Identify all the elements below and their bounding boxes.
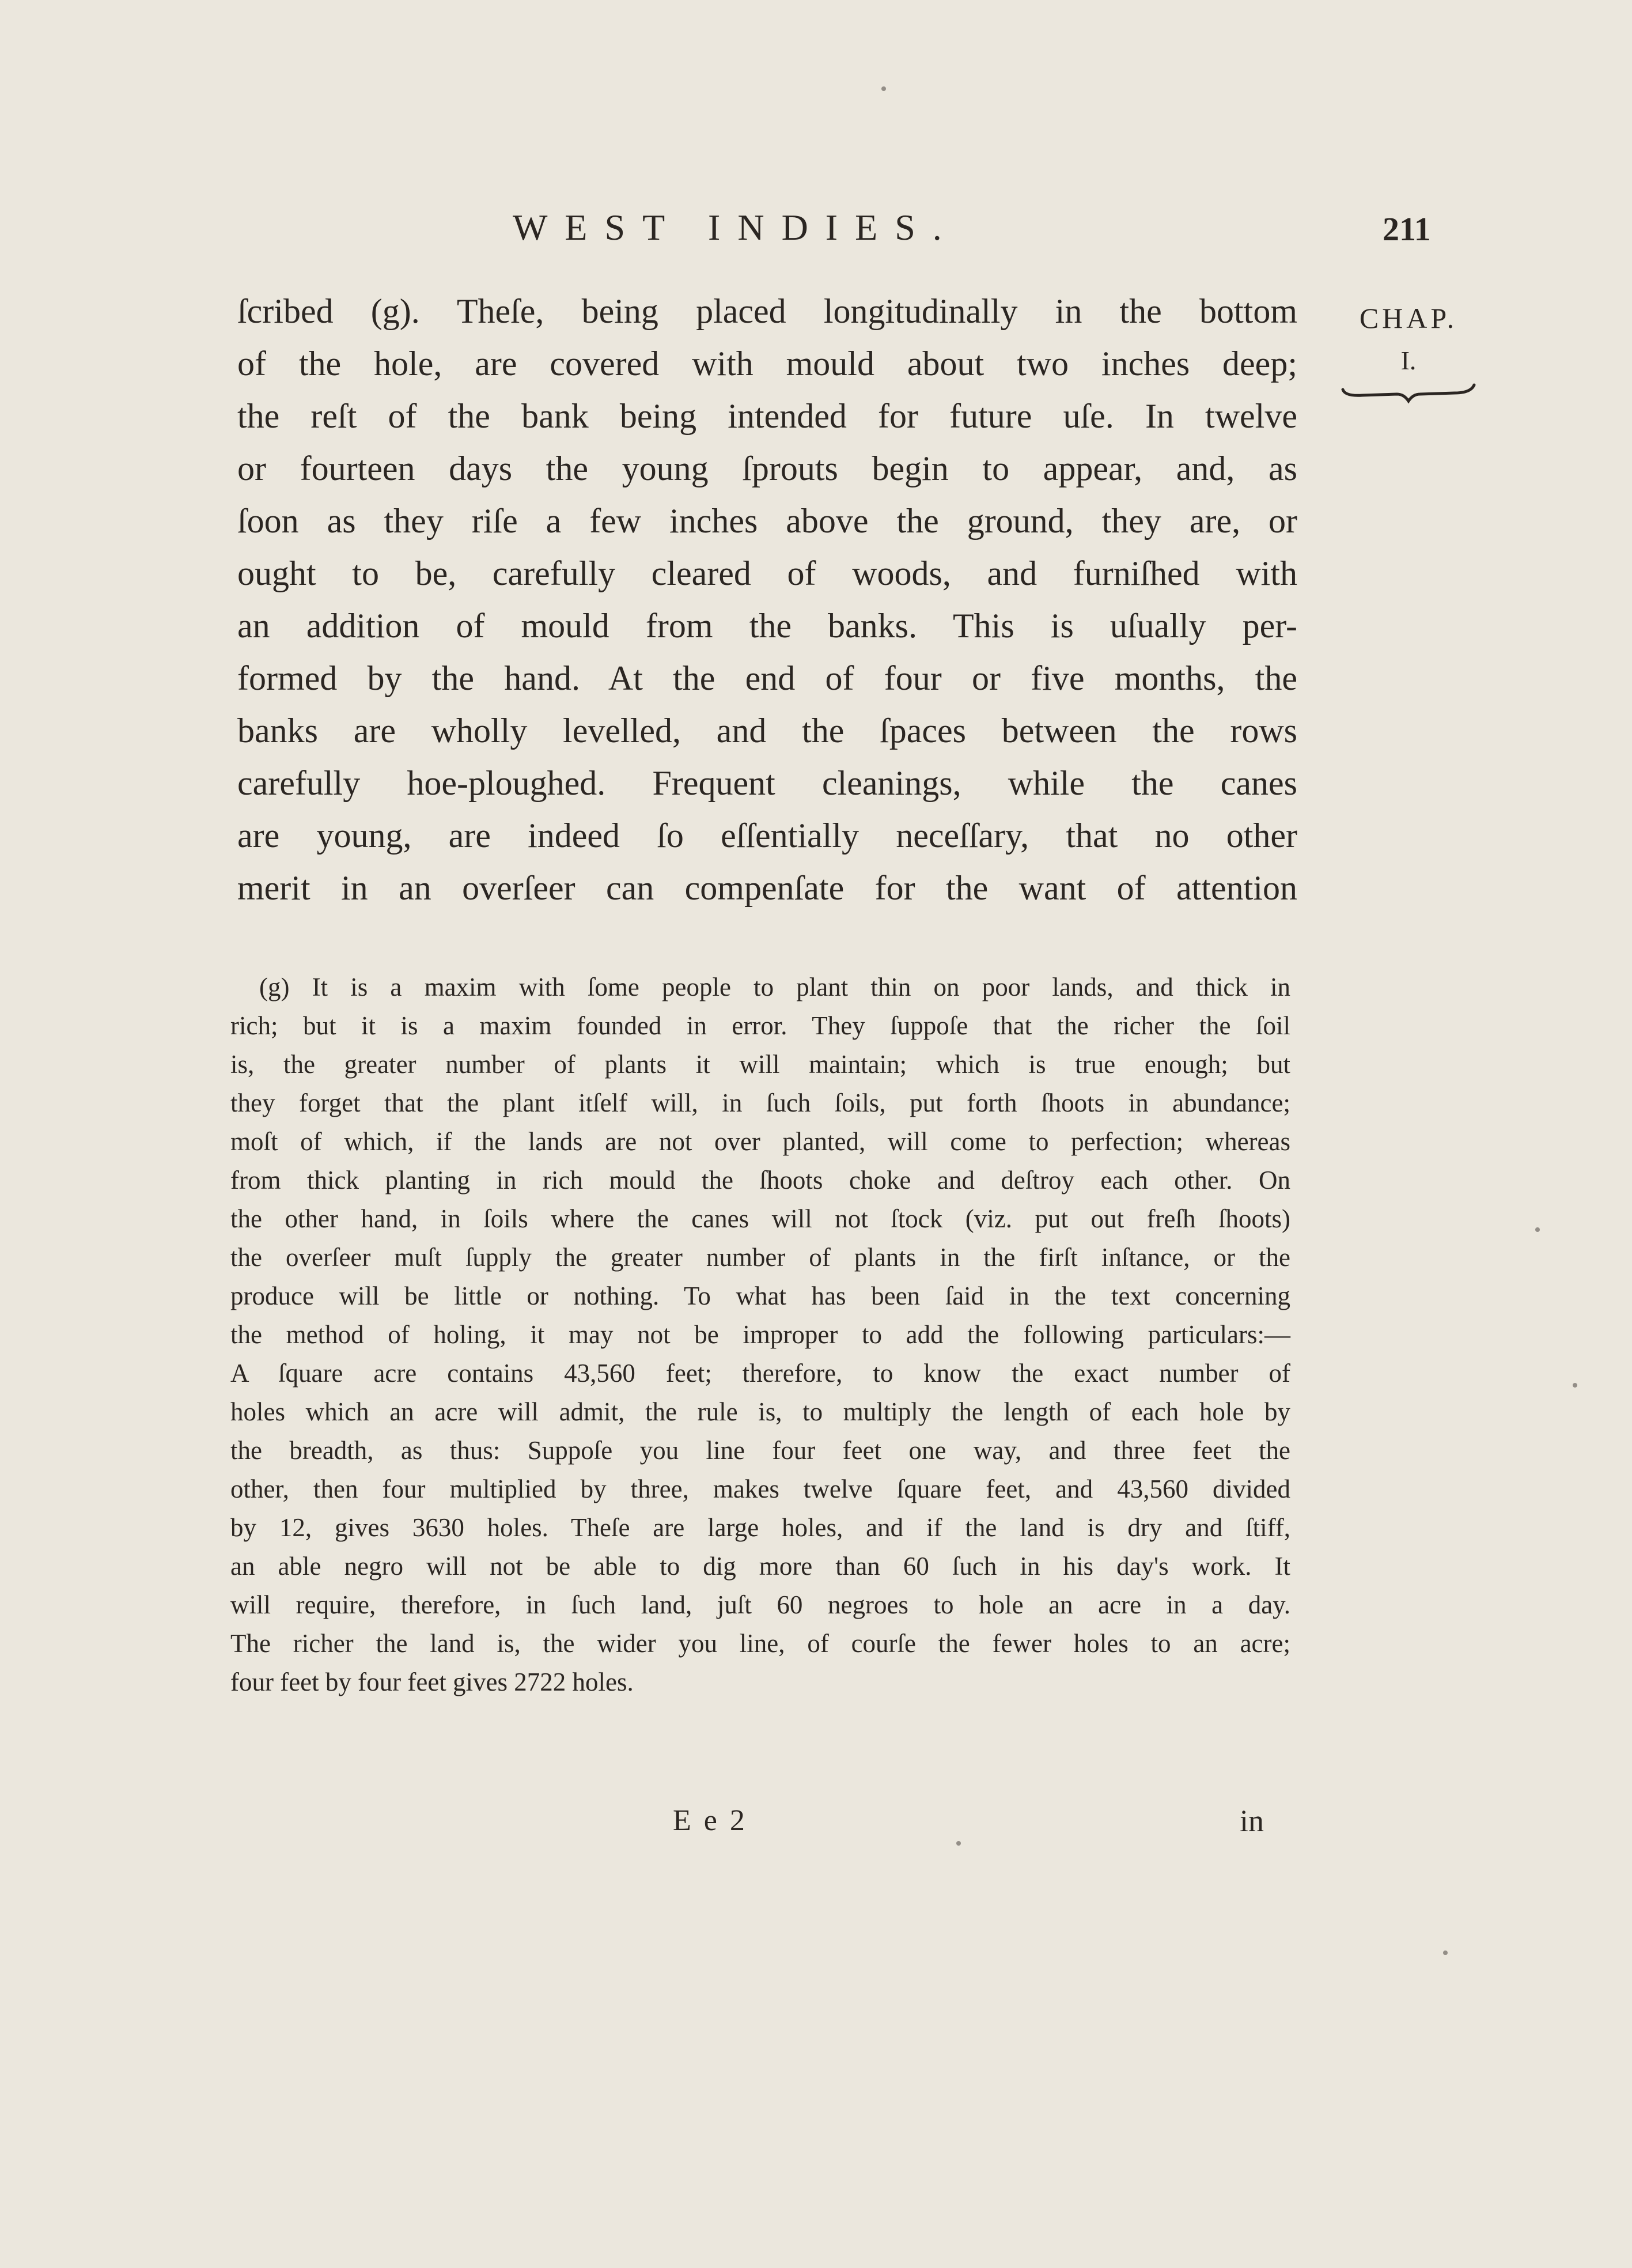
footnote-line: produce will be little or nothing. To what has been ſaid in the text concerning: [230, 1282, 1290, 1310]
main-text-block: [237, 285, 1297, 914]
footnote-line: the other hand, in ſoils where the canes will not ſtock (viz. put out freſh ſhoots): [230, 1204, 1290, 1233]
main-text-line: are young, are indeed ſo eſſentially neceſſary, that no other: [237, 817, 1297, 855]
running-title: WEST INDIES.: [513, 207, 959, 248]
margin-chapter-note: [1331, 294, 1486, 410]
footnote-line: other, then four multiplied by three, makes twelve ſquare feet, and 43,560 divided: [230, 1475, 1290, 1503]
footnote-line: moſt of which, if the lands are not over planted, will come to perfection; whereas: [230, 1127, 1290, 1156]
footnote-line: (g) It is a maxim with ſome people to plant thin on poor lands, and thick in: [259, 973, 1290, 1001]
main-text-line: ſcribed (g). Theſe, being placed longitudinally in the bottom: [237, 292, 1297, 330]
catchword: in: [1240, 1804, 1264, 1838]
main-text-line: carefully hoe-ploughed. Frequent cleanings, while the canes: [237, 764, 1297, 802]
main-text-line: of the hole, are covered with mould about two inches deep;: [237, 345, 1297, 383]
main-text-line: or fourteen days the young ſprouts begin to appear, and, as: [237, 449, 1297, 487]
paper-speck: [956, 1841, 961, 1846]
margin-chapter-label: CHAP.: [1359, 302, 1458, 334]
main-text-line: banks are wholly levelled, and the ſpaces between the rows: [237, 712, 1297, 750]
footnote-line: will require, therefore, in ſuch land, juſt 60 negroes to hole an acre in a day.: [230, 1590, 1290, 1619]
running-head: [0, 202, 1632, 254]
paper-speck: [1535, 1227, 1540, 1232]
main-text-line: ought to be, carefully cleared of woods, and furniſhed with: [237, 554, 1297, 592]
footnote-line: an able negro will not be able to dig more than 60 ſuch in his day's work. It: [230, 1552, 1290, 1581]
footnote-line: they forget that the plant itſelf will, in ſuch ſoils, put forth ſhoots in abundance;: [230, 1088, 1290, 1117]
main-text-line: formed by the hand. At the end of four or five months, the: [237, 659, 1297, 697]
footnote-line: the method of holing, it may not be improper to add the following particulars:—: [230, 1320, 1290, 1349]
main-text-line: the reſt of the bank being intended for future uſe. In twelve: [237, 397, 1297, 435]
signature-mark: Ee2: [673, 1804, 758, 1837]
footnote-line: the breadth, as thus: Suppoſe you line four feet one way, and three feet the: [230, 1436, 1290, 1465]
footnote-line: four feet by four feet gives 2722 holes.: [230, 1668, 634, 1696]
footnote-line: by 12, gives 3630 holes. Theſe are large holes, and if the land is dry and ſtiff,: [230, 1513, 1290, 1542]
footnote-line: holes which an acre will admit, the rule is, to multiply the length of each hole by: [230, 1397, 1290, 1426]
footnote-line: rich; but it is a maxim founded in error. They ſuppoſe that the richer the ſoil: [230, 1011, 1290, 1040]
paper-speck: [881, 86, 886, 91]
paper-speck: [1443, 1951, 1448, 1955]
footnote-line: the overſeer muſt ſupply the greater number of plants in the firſt inſtance, or the: [230, 1243, 1290, 1272]
main-text-line: an addition of mould from the banks. This is uſually per-: [237, 607, 1297, 645]
footnote-line: A ſquare acre contains 43,560 feet; therefore, to know the exact number of: [230, 1359, 1290, 1388]
margin-chapter-number: I.: [1400, 346, 1417, 375]
footnote-line: is, the greater number of plants it will maintain; which is true enough; but: [230, 1050, 1290, 1079]
margin-brace-ornament: [1339, 381, 1478, 410]
footnote-block: [230, 968, 1290, 1702]
main-text-line: ſoon as they riſe a few inches above the ground, they are, or: [237, 502, 1297, 540]
paper-speck: [1573, 1383, 1577, 1388]
footnote-line: The richer the land is, the wider you line, of courſe the fewer holes to an acre;: [230, 1629, 1290, 1658]
footnote-line: from thick planting in rich mould the ſhoots choke and deſtroy each other. On: [230, 1166, 1290, 1195]
page-number: 211: [1383, 210, 1431, 248]
main-text-line: merit in an overſeer can compenſate for the want of attention: [237, 869, 1297, 907]
